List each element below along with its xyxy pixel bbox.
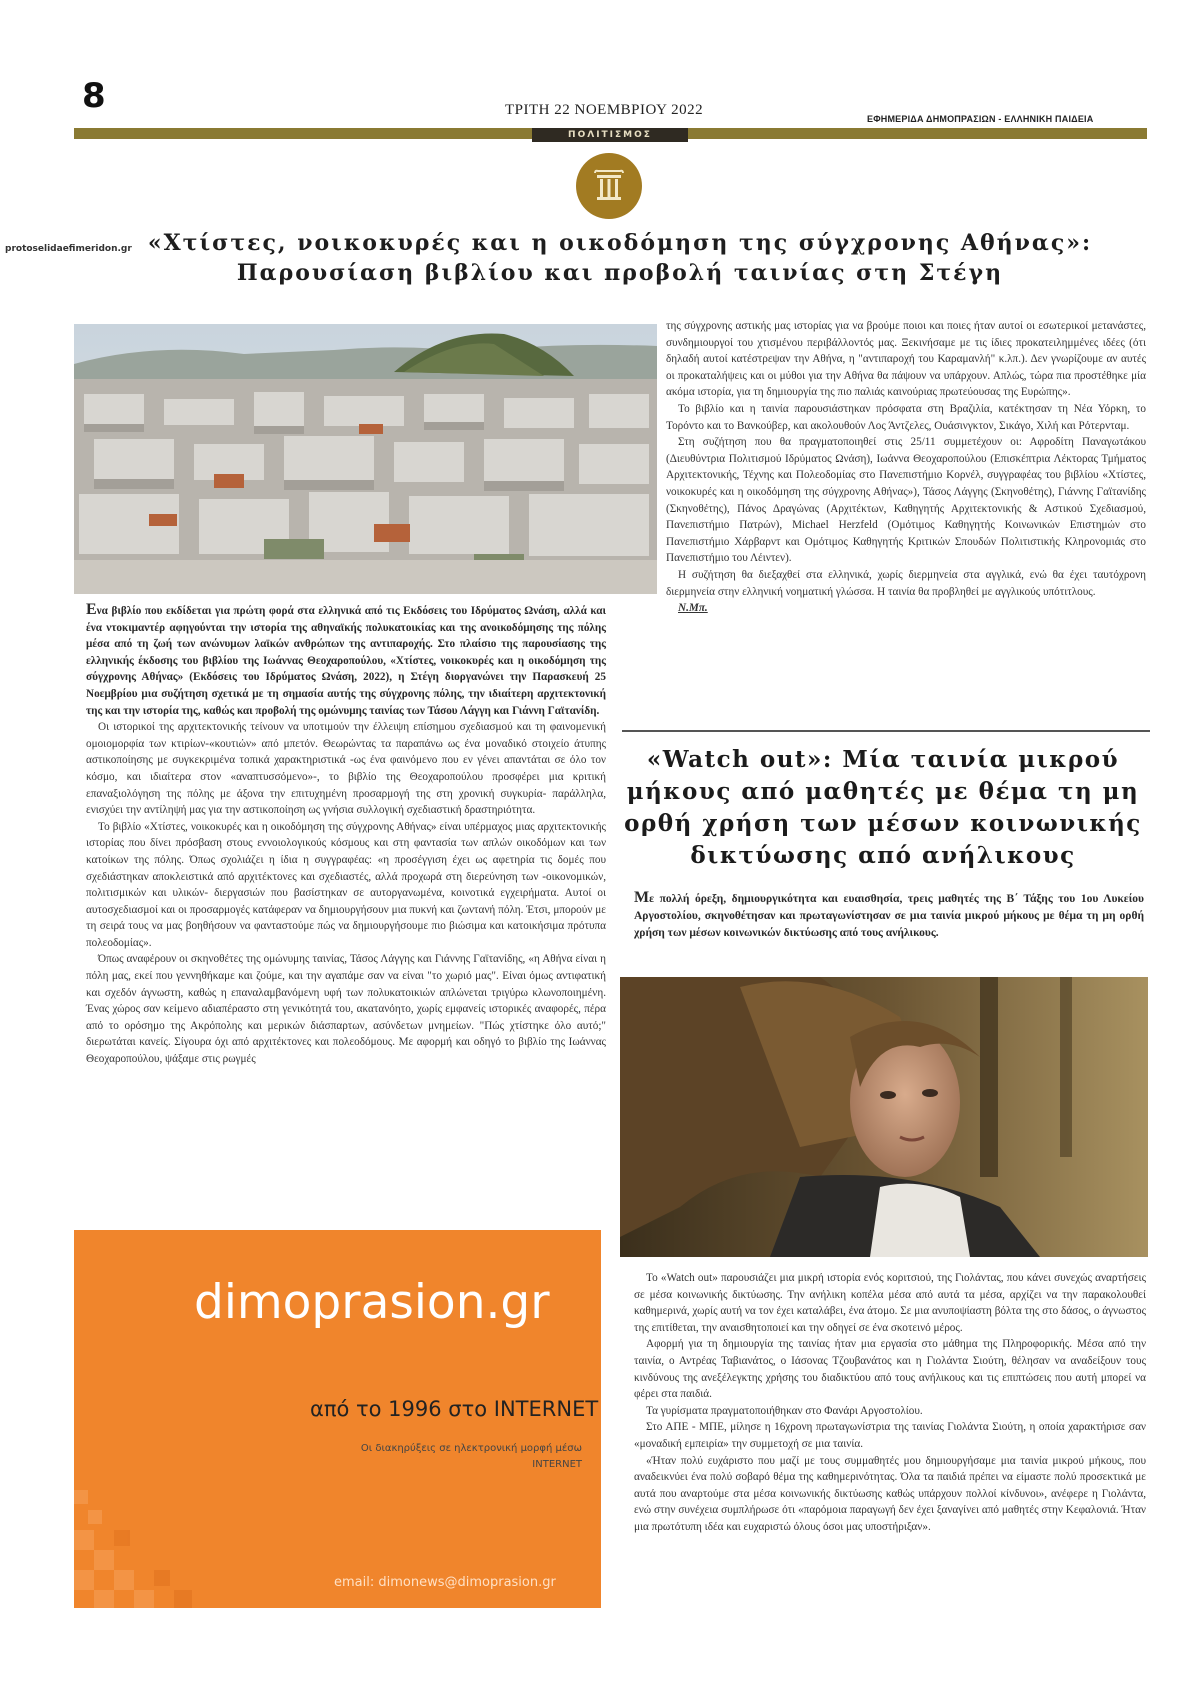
paragraph: «Ήταν πολύ ευχάριστο που μαζί με τους συμμαθητές μου δημιουργήσαμε μια ταινία μικρού μήκους, που αναδεικνύει ένα πολύ σοβαρό θέμα της καθημερινότητας. Όλα τα παιδιά πρέπει να είμαστε πολύ προσεκτικά με αυτά που αναρτούμε στα μέσα κοινωνικής δικτύωσης καθώς υπάρχουν πολλοί κίνδυνοι», ανέφερε η Γιολάντα, ενώ στην συνέχεια συμπλήρωσε ότι «παρόμοια παραγωγή δεν έχει ξαναγίνει από μαθητές στην Κεφαλονιά. Ήταν μια πρωτότυπη ιδέα και ευχαριστώ όλους όσοι μας υποστήριξαν». bbox=[634, 1454, 1146, 1533]
paragraph: Το βιβλίο και η ταινία παρουσιάστηκαν πρόσφατα στη Βραζιλία, κατέκτησαν τη Νέα Υόρκη, το Τορόντο και το Βανκούβερ, και ακολουθούν Λος Άντζελες, Ουάσινγκτον, Σικάγο, Χιλή και Ρότερνταμ. bbox=[666, 402, 1146, 432]
paragraph: Τα γυρίσματα πραγματοποιήθηκαν στο Φανάρι Αργοστολίου. bbox=[646, 1404, 923, 1417]
article-lead bbox=[86, 602, 606, 719]
drop-cap: Μ bbox=[634, 889, 650, 906]
drop-cap: Ε bbox=[86, 601, 97, 618]
ad-tagline: από το 1996 στο INTERNET bbox=[310, 1397, 599, 1421]
watermark: protoselidaefimeridon.gr bbox=[5, 244, 132, 254]
dimoprasion-advertisement[interactable] bbox=[74, 1230, 601, 1608]
article-headline-2: «Watch out»: Μία ταινία μικρού μήκους από μαθητές με θέμα τη μη ορθή χρήση των μέσων κοινωνικής δικτύωσης από ανήλικους bbox=[624, 746, 1142, 869]
athens-aerial-photo bbox=[74, 324, 657, 594]
ad-logo: dimoprasion.gr bbox=[194, 1275, 550, 1330]
paragraph: της σύγχρονης αστικής μας ιστορίας για να βρούμε ποιοι και ποιες ήταν αυτοί οι εσωτερικοί μετανάστες, συνδημιουργοί του χτισμένου περιβάλλοντός μας. Ξεκινήσαμε με τις ίδιες προκατειλημμένες ιδέες (ότι δηλαδή αυτοί κατέστρεψαν την Αθήνα, η "αντιπαροχή του Καραμανλή" κ.λπ.). Δεν γνωρίζουμε αν αυτές οι προκαταλήψεις και οι μύθοι για την Αθήνα θα πάψουν να υπάρχουν. Απλώς, τώρα πια προστέθηκε μία ακόμα ιστορία, για τη δημιουργία της πιο παλιάς καινούριας πρωτεύουσας της Ευρώπης». bbox=[666, 320, 1146, 399]
film-still-photo bbox=[620, 977, 1148, 1257]
paragraph: Στη συζήτηση που θα πραγματοποιηθεί στις 25/11 συμμετέχουν οι: Αφροδίτη Παναγωτάκου (Διευθύντρια Πολιτισμού Ιδρύματος Ωνάση), Ιωάννα Θεοχαροπούλου (Επισκέπτρια Λέκτορας Τμήματος Αρχιτεκτονικής, Τέχνης και Πολεοδομίας στο Πανεπιστήμιο Κορνέλ, συγγραφέας του βιβλίου «Χτίστες, νοικοκυρές και η οικοδόμηση της σύγχρονης Αθήνας»), Τάσος Λάγγης (Σκηνοθέτης), Γιάννης Γαϊτανίδης (Σκηνοθέτης), Πάνος Δραγώνας (Αρχιτέκτων, Καθηγητής Αρχιτεκτονικής & Αστικού Σχεδιασμού, Πανεπιστήμιο Πατρών), Michael Herzfeld (Ομότιμος Καθηγητής Κοινωνικών Επιστημών στο Πανεπιστήμιο Χάρβαρντ και Ομότιμος Καθηγητής Κριτικών Σπουδών Πολιτιστικής Κληρονομιάς στο Πανεπιστήμιο του Λέιντεν). bbox=[666, 436, 1146, 565]
article-divider bbox=[622, 730, 1150, 732]
page-number: 8 bbox=[82, 76, 106, 116]
ad-description-line: INTERNET bbox=[532, 1459, 582, 1470]
paragraph: Οι ιστορικοί της αρχιτεκτονικής τείνουν να υποτιμούν την έλλειψη επίσημου σχεδιασμού και τη φαινομενική ομοιομορφία των κτιρίων-«κουτιών» από μπετόν. Θεωρώντας τα παραπάνω ως ένα μοναδικό στοιχείο άτυπης αστικοποίησης με συγκεκριμένα τοπικά χαρακτηριστικά -ως ένα φαινόμενο που εν γένει απαντάται σε όλο τον κόσμο, και ιδιαίτερα στον «αναπτυσσόμενο»-, το βιβλίο της Θεοχαροπούλου προσφέρει μια κριτική επαναξιολόγηση της πόλης με άξονα την επιτυχημένη προσαρμογή της στη χρονική συγκυρία- παράλληλα, ενισχύει την αντίληψή μας για την αστικοποίηση ως γνήσια συλλογική σχεδιαστική δραστηριότητα. bbox=[86, 721, 606, 817]
ad-description bbox=[314, 1441, 582, 1473]
article-column-2 bbox=[666, 318, 1146, 617]
paragraph: Αφορμή για τη δημιουργία της ταινίας ήταν μια εργασία στο μάθημα της Πληροφορικής. Μέσα από την ταινία, ο Αντρέας Ταβιανάτος, ο Ιάσονας Τζουβανάτος και η Γιολάντα Σιούτη, θέλησαν να αναδείξουν τους κινδύνους της ανεξέλεγκτης χρήσης του διαδικτύου από τους ανήλικους και τις επιπτώσεις που αυτή μπορεί να φέρει στα παιδιά. bbox=[634, 1338, 1146, 1401]
paragraph: Η συζήτηση θα διεξαχθεί στα ελληνικά, χωρίς διερμηνεία στα αγγλικά, ενώ θα έχει ταυτόχρονη διερμηνεία στην ελληνική νοηματική γλώσσα. Η ταινία θα προβληθεί με αγγλικούς υπότιτλους. bbox=[666, 568, 1146, 598]
masthead: ΕΦΗΜΕΡΙΔΑ ΔΗΜΟΠΡΑΣΙΩΝ - ΕΛΛΗΝΙΚΗ ΠΑΙΔΕΙΑ bbox=[867, 114, 1094, 124]
lead-text: ε πολλή όρεξη, δημιουργικότητα και ευαισθησία, τρεις μαθητές της Β΄ Τάξης του 1ου Λυκείου Αργοστολίου, σκηνοθέτησαν και πρωταγωνίστησαν σε μια ταινία μικρού μήκους με θέμα τη μη ορθή χρήση των μέσων κοινωνικών δικτύωσης από τους ανήλικους. bbox=[634, 893, 1144, 939]
ad-description-line: Οι διακηρύξεις σε ηλεκτρονική μορφή μέσω bbox=[360, 1443, 582, 1454]
issue-date: ΤΡΙΤΗ 22 ΝΟΕΜΒΡΙΟΥ 2022 bbox=[505, 102, 704, 118]
lead-text: να βιβλίο που εκδίδεται για πρώτη φορά στα ελληνικά από τις Εκδόσεις του Ιδρύματος Ωνάση, αλλά και ένα ντοκιμαντέρ αφηγούνται την ιστορία της αθηναϊκής πολυκατοικίας και της ανοικοδόμησης της πόλης μέσα από τη ζωή των ανώνυμων λαϊκών ανθρώπων της αντιπαροχής. Στο πλαίσιο της παρουσίασης της ελληνικής έκδοσης του βιβλίου της Ιωάννας Θεοχαροπούλου, «Χτίστες, νοικοκυρές και η οικοδόμηση της σύγχρονης Αθήνας» (Εκδόσεις του Ιδρύματος Ωνάση, 2022), η Στέγη διοργανώνει την Παρασκευή 25 Νοεμβρίου μια συζήτηση σχετικά με τη σημασία αυτής της σύγχρονης πόλης, την ιδιαίτερη αρχιτεκτονική της και την ιστορία της, καθώς και προβολή της ομώνυμης ταινίας των Τάσου Λάγγη και Γιάννη Γαϊτανίδη. bbox=[86, 605, 606, 717]
article-column-1 bbox=[86, 602, 606, 1068]
article-lead-2 bbox=[634, 889, 1144, 942]
paragraph: Το βιβλίο «Χτίστες, νοικοκυρές και η οικοδόμηση της σύγχρονης Αθήνας» είναι υπέρμαχος μιας αρχιτεκτονικής ιστορίας που δίνει πρόσβαση στους εννοιολογικούς κόσμους και στη φαντασία των απλών οικοδόμων και των κατοίκων της πόλης. Όπως σχολιάζει η ίδια η συγγραφέας: «η προσέγγιση έχει ως αφετηρία τις δομές που σχεδιάστηκαν αποκλειστικά από αρχιτέκτονες και σχεδιαστές, αλλά προχωρά στη διερεύνηση των -οικονομικών, πολιτισμικών και υλικών- διεργασιών που βασίστηκαν σε αυτοργανωμένα, κοινοτικά εγχειρήματα. Αυτοί οι αυτοσχεδιασμοί και οι προσαρμογές κατάφεραν να δημιουργήσουν μια πυκνή και ζωντανή πόλη. Έτσι, μπορούν με τη σειρά τους να μας βοηθήσουν να φανταστούμε πώς να δημιουργήσουμε πιο βιώσιμα και κατοικήσιμα πρότυπα πολεοδομίας». bbox=[86, 820, 606, 949]
paragraph: Στο ΑΠΕ - ΜΠΕ, μίλησε η 16χρονη πρωταγωνίστρια της ταινίας Γιολάντα Σιούτη, η οποία χαρακτήρισε σαν «μοναδική εμπειρία» την συμμετοχή σε μια ταινία. bbox=[634, 1421, 1146, 1450]
article-headline: «Χτίστες, νοικοκυρές και η οικοδόμηση της σύγχρονης Αθήνας»: Παρουσίαση βιβλίου και προβολή ταινίας στη Στέγη bbox=[147, 230, 1093, 286]
article-2-body bbox=[634, 1270, 1146, 1536]
author-signature: Ν.Μπ. bbox=[678, 602, 708, 615]
culture-column-icon bbox=[576, 153, 642, 219]
paragraph: Όπως αναφέρουν οι σκηνοθέτες της ομώνυμης ταινίας, Τάσος Λάγγης και Γιάννης Γαϊτανίδης, «η Αθήνα είναι η πόλη μας, εκεί που γεννηθήκαμε και ζούμε, και την αγαπάμε σαν να είναι "το χωριό μας". Είναι όμως αντιφατική και σχεδόν άγνωστη, καθώς η επαναλαμβανόμενη υφή των πολυκατοικιών απλώνεται τριγύρω κλωνοποιημένη. Ένας χώρος σαν κείμενο αδιαπέραστο στη γενικότητά του, ακατανόητο, χωρίς εμφανείς ιστορικές αναφορές, πέρα από το ορόσημο της Ακρόπολης και μερικών διάσπαρτων, ασύνδετων μνημείων. "Πώς χτίστηκε όλο αυτό;" διερωτάται κανείς. Σίγουρα όχι από αρχιτέκτονες και πολεοδόμους. Με αφορμή και οδηγό το βιβλίο της Ιωάννας Θεοχαροπούλου, ψάξαμε στις ρωγμές bbox=[86, 953, 606, 1066]
paragraph: Το «Watch out» παρουσιάζει μια μικρή ιστορία ενός κοριτσιού, της Γιολάντας, που κάνει συνεχώς αναρτήσεις σε μέσα κοινωνικής δικτύωσης. Την ανήλικη κοπέλα μέσα από αυτά τα μέσα, αρχίζει να την παρακολουθεί καθημερινά, χωρίς αυτή να τον έχει καταλάβει, ένα άτομο. Σε μια ανυποψίαστη βόλτα της στο δάσος, ο άγνωστος της επιτίθεται, την αναισθητοποιεί και την οδηγεί σε ένα σκοτεινό μέρος. bbox=[634, 1272, 1147, 1334]
section-label: ΠΟΛΙΤΙΣΜΟΣ bbox=[532, 128, 688, 142]
ad-email[interactable]: email: dimonews@dimoprasion.gr bbox=[334, 1575, 556, 1590]
